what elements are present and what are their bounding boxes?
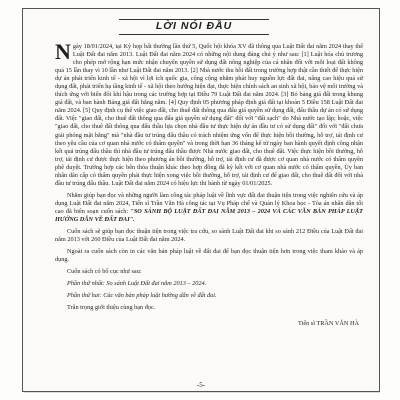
drop-cap: N bbox=[55, 39, 71, 64]
book-title: "SO SÁNH BỘ LUẬT ĐẤT ĐAI NĂM 2013 – 2024 VÀ CÁC VĂN BẢN PHÁP LUẬT HƯỚNG DẪN VỀ ĐẤT ĐAI". bbox=[55, 207, 363, 223]
part-one: Phần thứ nhất: So sánh Luật Đất đai năm 2013 – 2024. bbox=[67, 280, 207, 288]
book-page bbox=[22, 8, 380, 392]
paragraph-2 bbox=[55, 192, 363, 224]
paragraph-3: Cuốn sách sẽ giúp bạn đọc thuận tiện trong việc tra cứu, so sánh Luật Đất đai khi so sánh 212 Điều của Luật Đất đai năm 2013 với 260 Điều của Luật Đất đai năm 2024. bbox=[55, 228, 363, 244]
part-two: Phần thứ hai: Các văn bản pháp luật hướng dẫn về đất đai. bbox=[67, 292, 217, 300]
page-number: -5- bbox=[196, 381, 206, 389]
paragraph-5: Cuốn sách có bố cục như sau: bbox=[67, 268, 142, 276]
paragraph-1-text: gày 18/01/2024, tại Kỳ họp bất thường lần thứ 5, Quốc hội khóa XV đã thông qua Luật Đất đai năm 2024 thay thế Luật Đất đai năm 2013. Luật Đất đai năm 2024 có những nội dung đáng chú ý như sau: [1] Luật hóa chủ trương cho phép mở rộng hạn mức nhận chuyển quyền sử dụng đất nông nghiệp của cá nhân đối với mỗi loại đất không quá 15 lần thay vì 10 lần như Luật Đất đai năm 2013. [2] Nhà nước thu hồi đất trong trường hợp thật cần thiết để thực hiện dự án phát triển kinh tế - xã hội vì lợi ích quốc gia, công cộng nhằm phát huy nguồn lực đất đai, nâng cao hiệu quả sử dụng đất, phát triển hạ tầng kinh tế - xã hội theo hướng hiện đại, thực hiện chính sách an sinh xã hội, bảo vệ môi trường và thích ứng với biến đổi khí hậu trong các trường hợp tại Điều 79 Luật Đất đai năm 2024. [3] Bỏ bảng giá đất trong khung giá đất, và ban hành Bảng giá đất hằng năm. [4] Quy định 05 phương pháp định giá đất tại khoản 5 Điều 158 Luật Đất đai năm 2024. [5] Quy định cụ thể việc giao đất, cho thuê đất thông qua đấu giá quyền sử dụng đất, đấu thầu dự án có sử dụng đất. Việc "giao đất, cho thuê đất thông qua đấu giá quyền sử dụng đất" đổi với "đất sạch" do Nhà nước tạo lập; hoặc, việc "giao đất, cho thuê đất thông qua đấu thầu lựa chọn nhà đầu tư thực hiện dự án đầu tư có sử dụng đất" đối với "đất chưa giải phóng mặt bằng" mà "nhà đầu tư trúng đấu thầu có trách nhiệm ứng vốn để thực hiện bồi thường, hỗ trợ, tái định cư theo yêu cầu của cơ quan nhà nước có thẩm quyền" và trong thời hạn 36 tháng kể từ ngày ban hành quyết định công nhận kết quả trúng đấu thầu thì nhà đầu tư trúng đấu thầu được Nhà nước giao đất, cho thuê đất. Việc thực hiện bồi thường, hỗ trợ, tái định cư được thực hiện theo phương án bồi thường, hỗ trợ, tái định cư đã được cơ quan nhà nước có thẩm quyền phê duyệt. Trường hợp các bên thỏa thuận khác theo hợp đồng đã ký kết với cơ quan nhà nước có thẩm quyền, Ủy ban nhân dân cấp có thẩm quyền phải thực hiện xong việc bồi thường, hỗ trợ, tái định cư để giao đất, cho thuê đất đối với nhà đầu tư trúng đấu thầu. Luật Đất đai năm 2024 có hiệu lực thi hành từ ngày 01/01/2025. bbox=[55, 43, 363, 187]
paragraph-2-text: Nhằm giúp bạn đọc và những người làm công tác pháp luật về lĩnh vực đất đai thuận tiện trong việc nghiên cứu và áp dụng Luật Đất đai năm 2024, Tiến sĩ Trần Văn Hà công tác tại Vụ Pháp chế và Quản lý Khoa học - Tòa án nhân dân tối cao đã biên soạn cuốn sách: bbox=[55, 191, 363, 215]
paragraph-4: Ngoài ra cuốn sách còn in các văn bản pháp luật về đất đai để bạn đọc thuận tiện hơn trong việc tham khảo và áp dụng. bbox=[55, 248, 363, 264]
closing-line: Trân trọng giới thiệu cùng bạn đọc. bbox=[67, 304, 156, 312]
paragraph-1 bbox=[55, 39, 363, 188]
page-body bbox=[55, 39, 363, 335]
signature: Tiến sĩ TRẦN VĂN HÀ bbox=[297, 320, 359, 328]
page-title: LỜI NÓI ĐẦU bbox=[119, 19, 269, 35]
